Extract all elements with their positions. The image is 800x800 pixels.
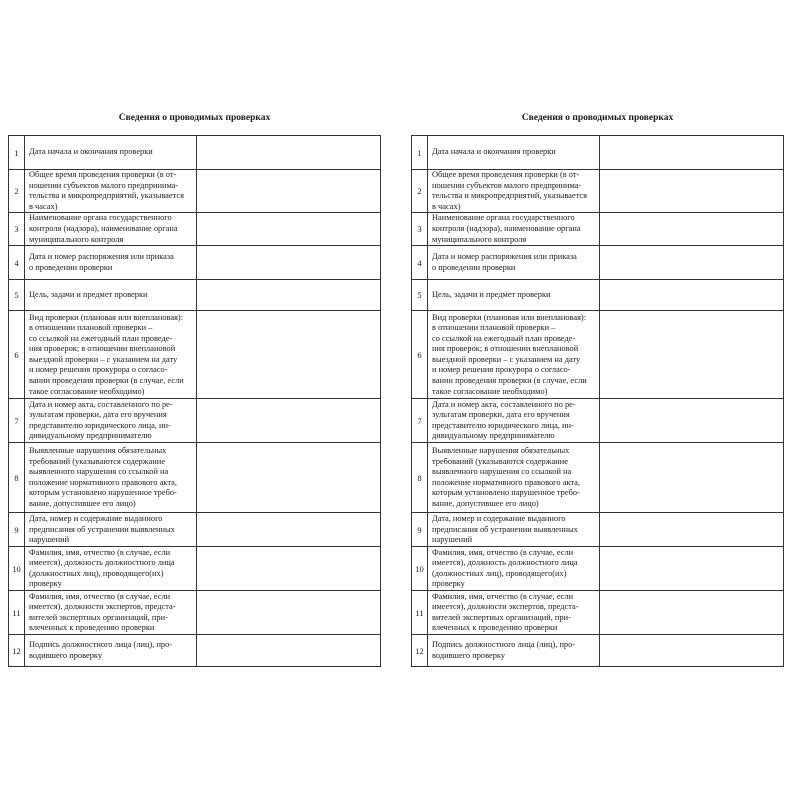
- row-number: 7: [9, 399, 25, 443]
- row-value-cell: [600, 311, 784, 399]
- right-page: [411, 113, 784, 667]
- row-number: 6: [9, 311, 25, 399]
- row-number: 1: [412, 136, 428, 170]
- table-row: [412, 399, 784, 443]
- table-row: [412, 591, 784, 635]
- row-number: 10: [9, 547, 25, 591]
- row-description: Общее время проведения проверки (в от- ношении субъектов малого предпринима- тельства и микропредприятий, указывается в часах): [25, 170, 197, 213]
- row-description: Выявленные нарушения обязательных требований (указываются содержание выявленного нарушения со ссылкой на положение нормативного правового акта, которым установлено нарушенное требо- вание, допустившее его лицо): [25, 443, 197, 513]
- row-description: Дата, номер и содержание выданного предписания об устранении выявленных нарушений: [25, 513, 197, 547]
- row-value-cell: [197, 170, 381, 213]
- table-row: [412, 246, 784, 280]
- row-value-cell: [600, 170, 784, 213]
- row-description: Подпись должностного лица (лиц), про- водившего проверку: [25, 635, 197, 667]
- row-number: 3: [412, 213, 428, 246]
- row-value-cell: [600, 443, 784, 513]
- row-number: 5: [9, 280, 25, 311]
- table-row: [412, 136, 784, 170]
- row-description: Общее время проведения проверки (в от- ношении субъектов малого предпринима- тельства и микропредприятий, указывается в часах): [428, 170, 600, 213]
- row-description: Цель, задачи и предмет проверки: [25, 280, 197, 311]
- table-row: [412, 513, 784, 547]
- row-description: Дата и номер акта, составленного по ре- зультатам проверки, дата его вручения представителю юридического лица, ин- дивидуальному предпринимателю: [428, 399, 600, 443]
- table-row: [9, 311, 381, 399]
- table-row: [412, 213, 784, 246]
- table-row: [9, 635, 381, 667]
- table-row: [9, 443, 381, 513]
- row-value-cell: [197, 635, 381, 667]
- inspection-table: [411, 135, 784, 667]
- row-description: Выявленные нарушения обязательных требований (указываются содержание выявленного нарушения со ссылкой на положение нормативного правового акта, которым установлено нарушенное требо- вание, допустившее его лицо): [428, 443, 600, 513]
- row-number: 4: [9, 246, 25, 280]
- row-number: 1: [9, 136, 25, 170]
- row-value-cell: [600, 246, 784, 280]
- row-value-cell: [197, 246, 381, 280]
- row-number: 2: [9, 170, 25, 213]
- row-number: 7: [412, 399, 428, 443]
- row-value-cell: [600, 399, 784, 443]
- row-description: Вид проверки (плановая или внеплановая): в отношении плановой проверки – со ссылкой на ежегодный план проведе- ния проверок; в отношении внеплановой выездной проверки – с указанием на дату и номер решения прокурора о согласо- вании проведения проверки (в случае, если такое согласование необходимо): [25, 311, 197, 399]
- inspection-table: [8, 135, 381, 667]
- row-description: Фамилия, имя, отчество (в случае, если имеется), должности экспертов, предста- вителей экспертных организаций, при- влеченных к проведению проверки: [428, 591, 600, 635]
- row-description: Дата начала и окончания проверки: [25, 136, 197, 170]
- row-description: Подпись должностного лица (лиц), про- водившего проверку: [428, 635, 600, 667]
- row-value-cell: [197, 547, 381, 591]
- row-value-cell: [600, 136, 784, 170]
- row-description: Наименование органа государственного контроля (надзора), наименование органа муниципального контроля: [428, 213, 600, 246]
- table-row: [9, 591, 381, 635]
- row-description: Дата и номер распоряжения или приказа о проведении проверки: [25, 246, 197, 280]
- table-row: [9, 399, 381, 443]
- row-description: Дата и номер распоряжения или приказа о проведении проверки: [428, 246, 600, 280]
- page-title: Сведения о проводимых проверках: [118, 113, 271, 123]
- row-number: 4: [412, 246, 428, 280]
- table-row: [9, 246, 381, 280]
- row-number: 11: [412, 591, 428, 635]
- row-value-cell: [197, 443, 381, 513]
- table-row: [412, 170, 784, 213]
- row-number: 12: [9, 635, 25, 667]
- row-value-cell: [197, 399, 381, 443]
- row-number: 2: [412, 170, 428, 213]
- row-value-cell: [197, 311, 381, 399]
- row-value-cell: [600, 635, 784, 667]
- row-number: 12: [412, 635, 428, 667]
- table-row: [9, 170, 381, 213]
- row-value-cell: [197, 136, 381, 170]
- row-value-cell: [197, 213, 381, 246]
- row-number: 11: [9, 591, 25, 635]
- row-value-cell: [197, 280, 381, 311]
- row-number: 9: [9, 513, 25, 547]
- row-value-cell: [197, 513, 381, 547]
- row-description: Фамилия, имя, отчество (в случае, если имеется), должность должностного лица (должностных лиц), проводящего(их) проверку: [428, 547, 600, 591]
- left-page: [8, 113, 381, 667]
- row-value-cell: [600, 591, 784, 635]
- row-value-cell: [600, 280, 784, 311]
- row-number: 9: [412, 513, 428, 547]
- row-value-cell: [600, 547, 784, 591]
- row-value-cell: [600, 213, 784, 246]
- table-row: [412, 443, 784, 513]
- table-row: [9, 280, 381, 311]
- table-row: [9, 136, 381, 170]
- row-description: Дата и номер акта, составленного по ре- зультатам проверки, дата его вручения представителю юридического лица, ин- дивидуальному предпринимателю: [25, 399, 197, 443]
- row-description: Цель, задачи и предмет проверки: [428, 280, 600, 311]
- row-number: 10: [412, 547, 428, 591]
- row-value-cell: [600, 513, 784, 547]
- table-row: [9, 213, 381, 246]
- table-row: [412, 311, 784, 399]
- row-description: Фамилия, имя, отчество (в случае, если имеется), должность должностного лица (должностных лиц), проводящего(их) проверку: [25, 547, 197, 591]
- table-row: [412, 547, 784, 591]
- row-number: 3: [9, 213, 25, 246]
- table-row: [412, 635, 784, 667]
- row-number: 8: [9, 443, 25, 513]
- table-row: [412, 280, 784, 311]
- table-row: [9, 513, 381, 547]
- row-number: 6: [412, 311, 428, 399]
- row-value-cell: [197, 591, 381, 635]
- row-description: Наименование органа государственного контроля (надзора), наименование органа муниципального контроля: [25, 213, 197, 246]
- page-title: Сведения о проводимых проверках: [521, 113, 674, 123]
- row-number: 5: [412, 280, 428, 311]
- row-description: Дата, номер и содержание выданного предписания об устранении выявленных нарушений: [428, 513, 600, 547]
- table-row: [9, 547, 381, 591]
- row-description: Дата начала и окончания проверки: [428, 136, 600, 170]
- row-number: 8: [412, 443, 428, 513]
- row-description: Вид проверки (плановая или внеплановая): в отношении плановой проверки – со ссылкой на ежегодный план проведе- ния проверок; в отношении внеплановой выездной проверки – с указанием на дату и номер решения прокурора о согласо- вании проведения проверки (в случае, если такое согласование необходимо): [428, 311, 600, 399]
- row-description: Фамилия, имя, отчество (в случае, если имеется), должности экспертов, предста- вителей экспертных организаций, при- влеченных к проведению проверки: [25, 591, 197, 635]
